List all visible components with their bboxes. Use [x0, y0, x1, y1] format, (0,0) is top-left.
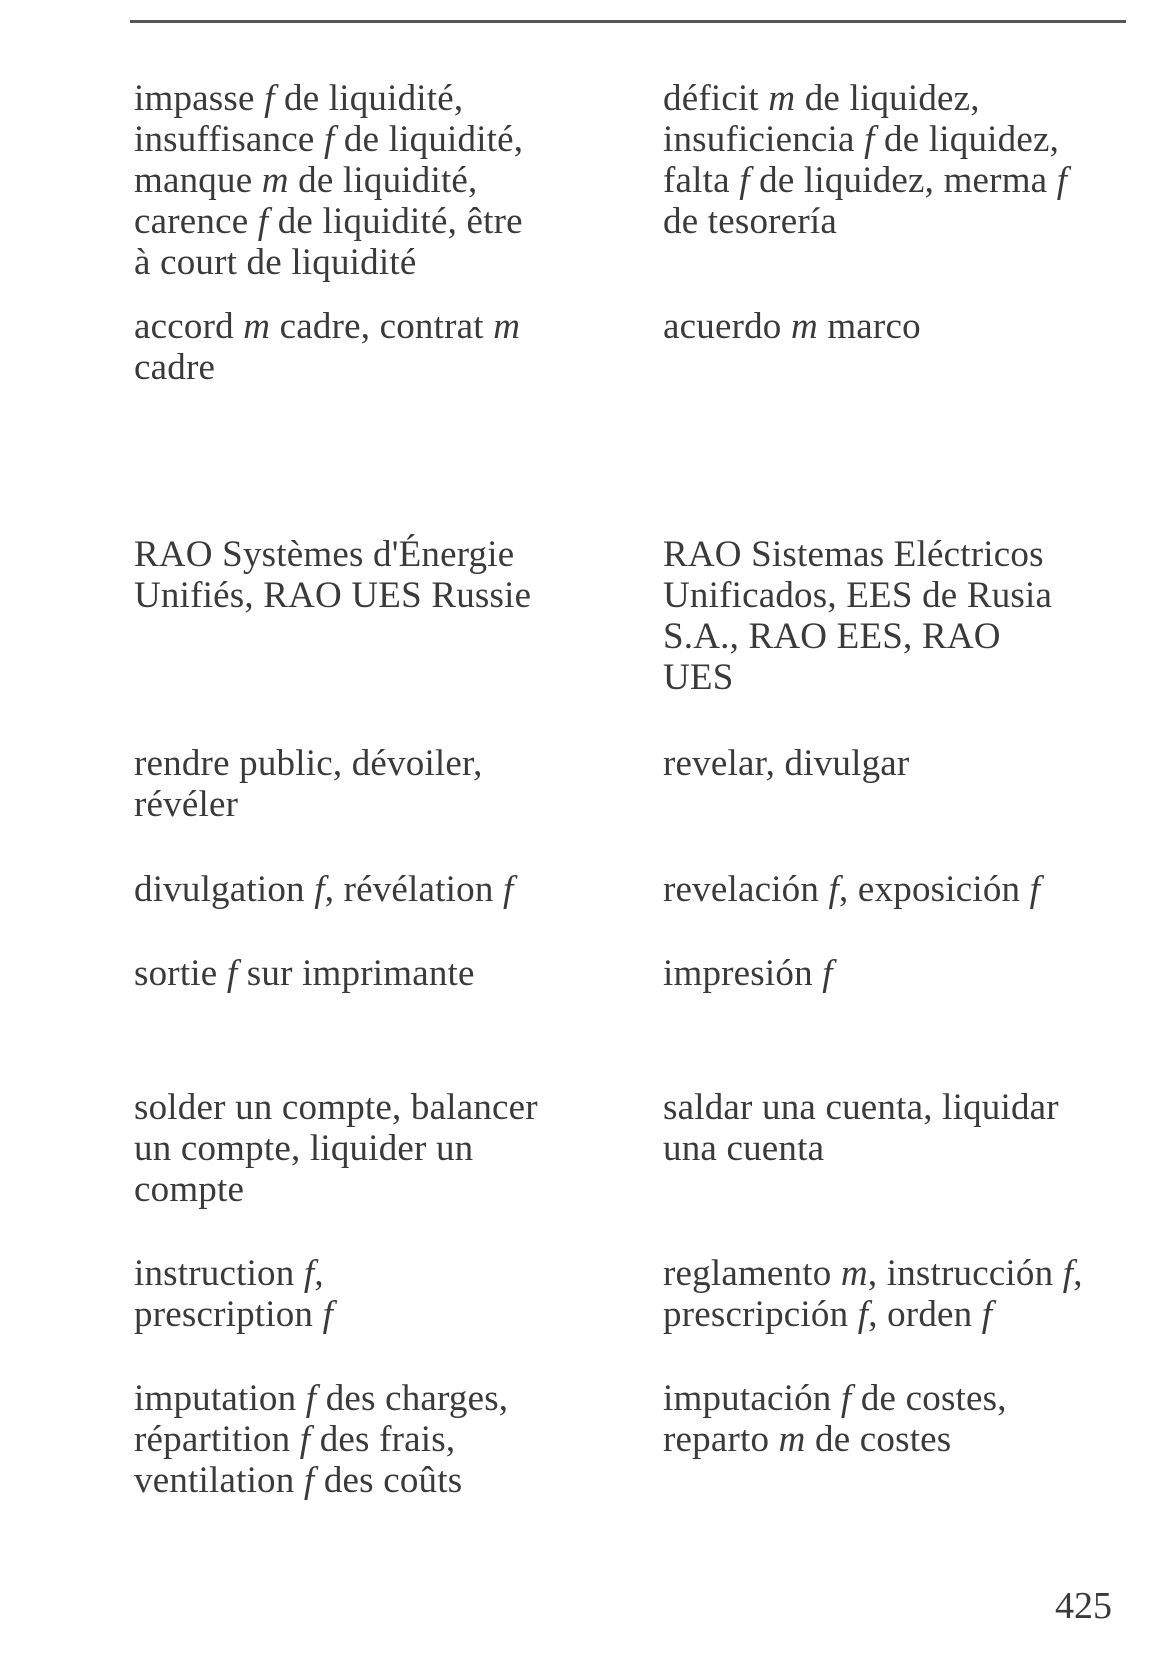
french-term: RAO Systèmes d'Énergie Unifiés, RAO UES Russie — [134, 534, 532, 616]
gender-marker: f — [822, 953, 833, 994]
spanish-term: acuerdo m marco — [663, 306, 921, 347]
gender-marker: m — [840, 1253, 868, 1294]
spanish-term: impresión f — [663, 953, 833, 994]
gender-marker: f — [305, 1378, 317, 1419]
spanish-term: saldar una cuenta, liquidar una cuenta — [663, 1087, 1059, 1169]
gender-marker: f — [303, 1253, 315, 1294]
gender-marker: f — [299, 1419, 311, 1460]
french-term: imputation f des charges, répartition f des frais, ventilation f des coûts — [134, 1378, 509, 1501]
gender-marker: f — [1056, 160, 1068, 201]
gender-marker: m — [261, 160, 289, 201]
page-number: 425 — [1055, 1585, 1112, 1627]
gender-marker: f — [323, 119, 335, 160]
gender-marker: f — [739, 160, 750, 201]
gender-marker: m — [768, 78, 796, 119]
gender-marker: f — [257, 201, 269, 242]
gender-marker: f — [1062, 1253, 1074, 1294]
french-term: rendre public, dévoiler, révéler — [134, 743, 483, 825]
gender-marker: m — [790, 306, 818, 347]
top-rule — [130, 20, 1126, 23]
gender-marker: f — [828, 869, 840, 910]
gender-marker: m — [243, 306, 271, 347]
spanish-term: RAO Sistemas Eléctricos Unificados, EES de Rusia S.A., RAO EES, RAO UES — [663, 534, 1053, 698]
gender-marker: f — [226, 953, 238, 994]
gender-marker: f — [857, 1294, 869, 1335]
gender-marker: f — [864, 119, 875, 160]
spanish-term: reglamento m, instrucción f, prescripción f, orden f — [663, 1253, 1083, 1335]
gender-marker: f — [981, 1294, 993, 1335]
french-term: solder un compte, balancer un compte, liquider un compte — [134, 1087, 538, 1210]
french-term: impasse f de liquidité, insuffisance f de liquidité, manque m de liquidité, carence f de liquidité, être à court de liquidité — [134, 78, 524, 283]
french-term: instruction f, prescription f — [134, 1253, 334, 1335]
spanish-term: déficit m de liquidez, insuficiencia f de liquidez, falta f de liquidez, merma f de tesorería — [663, 78, 1068, 242]
gender-marker: f — [264, 78, 275, 119]
french-term: divulgation f, révélation f — [134, 869, 514, 910]
spanish-term: revelar, divulgar — [663, 743, 910, 784]
gender-marker: m — [778, 1419, 806, 1460]
spanish-term: revelación f, exposición f — [663, 869, 1041, 910]
french-term: accord m cadre, contrat m cadre — [134, 306, 521, 388]
gender-marker: f — [840, 1378, 852, 1419]
gender-marker: f — [1029, 869, 1041, 910]
gender-marker: f — [303, 1460, 315, 1501]
gender-marker: f — [502, 869, 514, 910]
gender-marker: f — [314, 869, 325, 910]
gender-marker: m — [493, 306, 521, 347]
french-term: sortie f sur imprimante — [134, 953, 475, 994]
spanish-term: imputación f de costes, reparto m de costes — [663, 1378, 1007, 1460]
gender-marker: f — [322, 1294, 334, 1335]
